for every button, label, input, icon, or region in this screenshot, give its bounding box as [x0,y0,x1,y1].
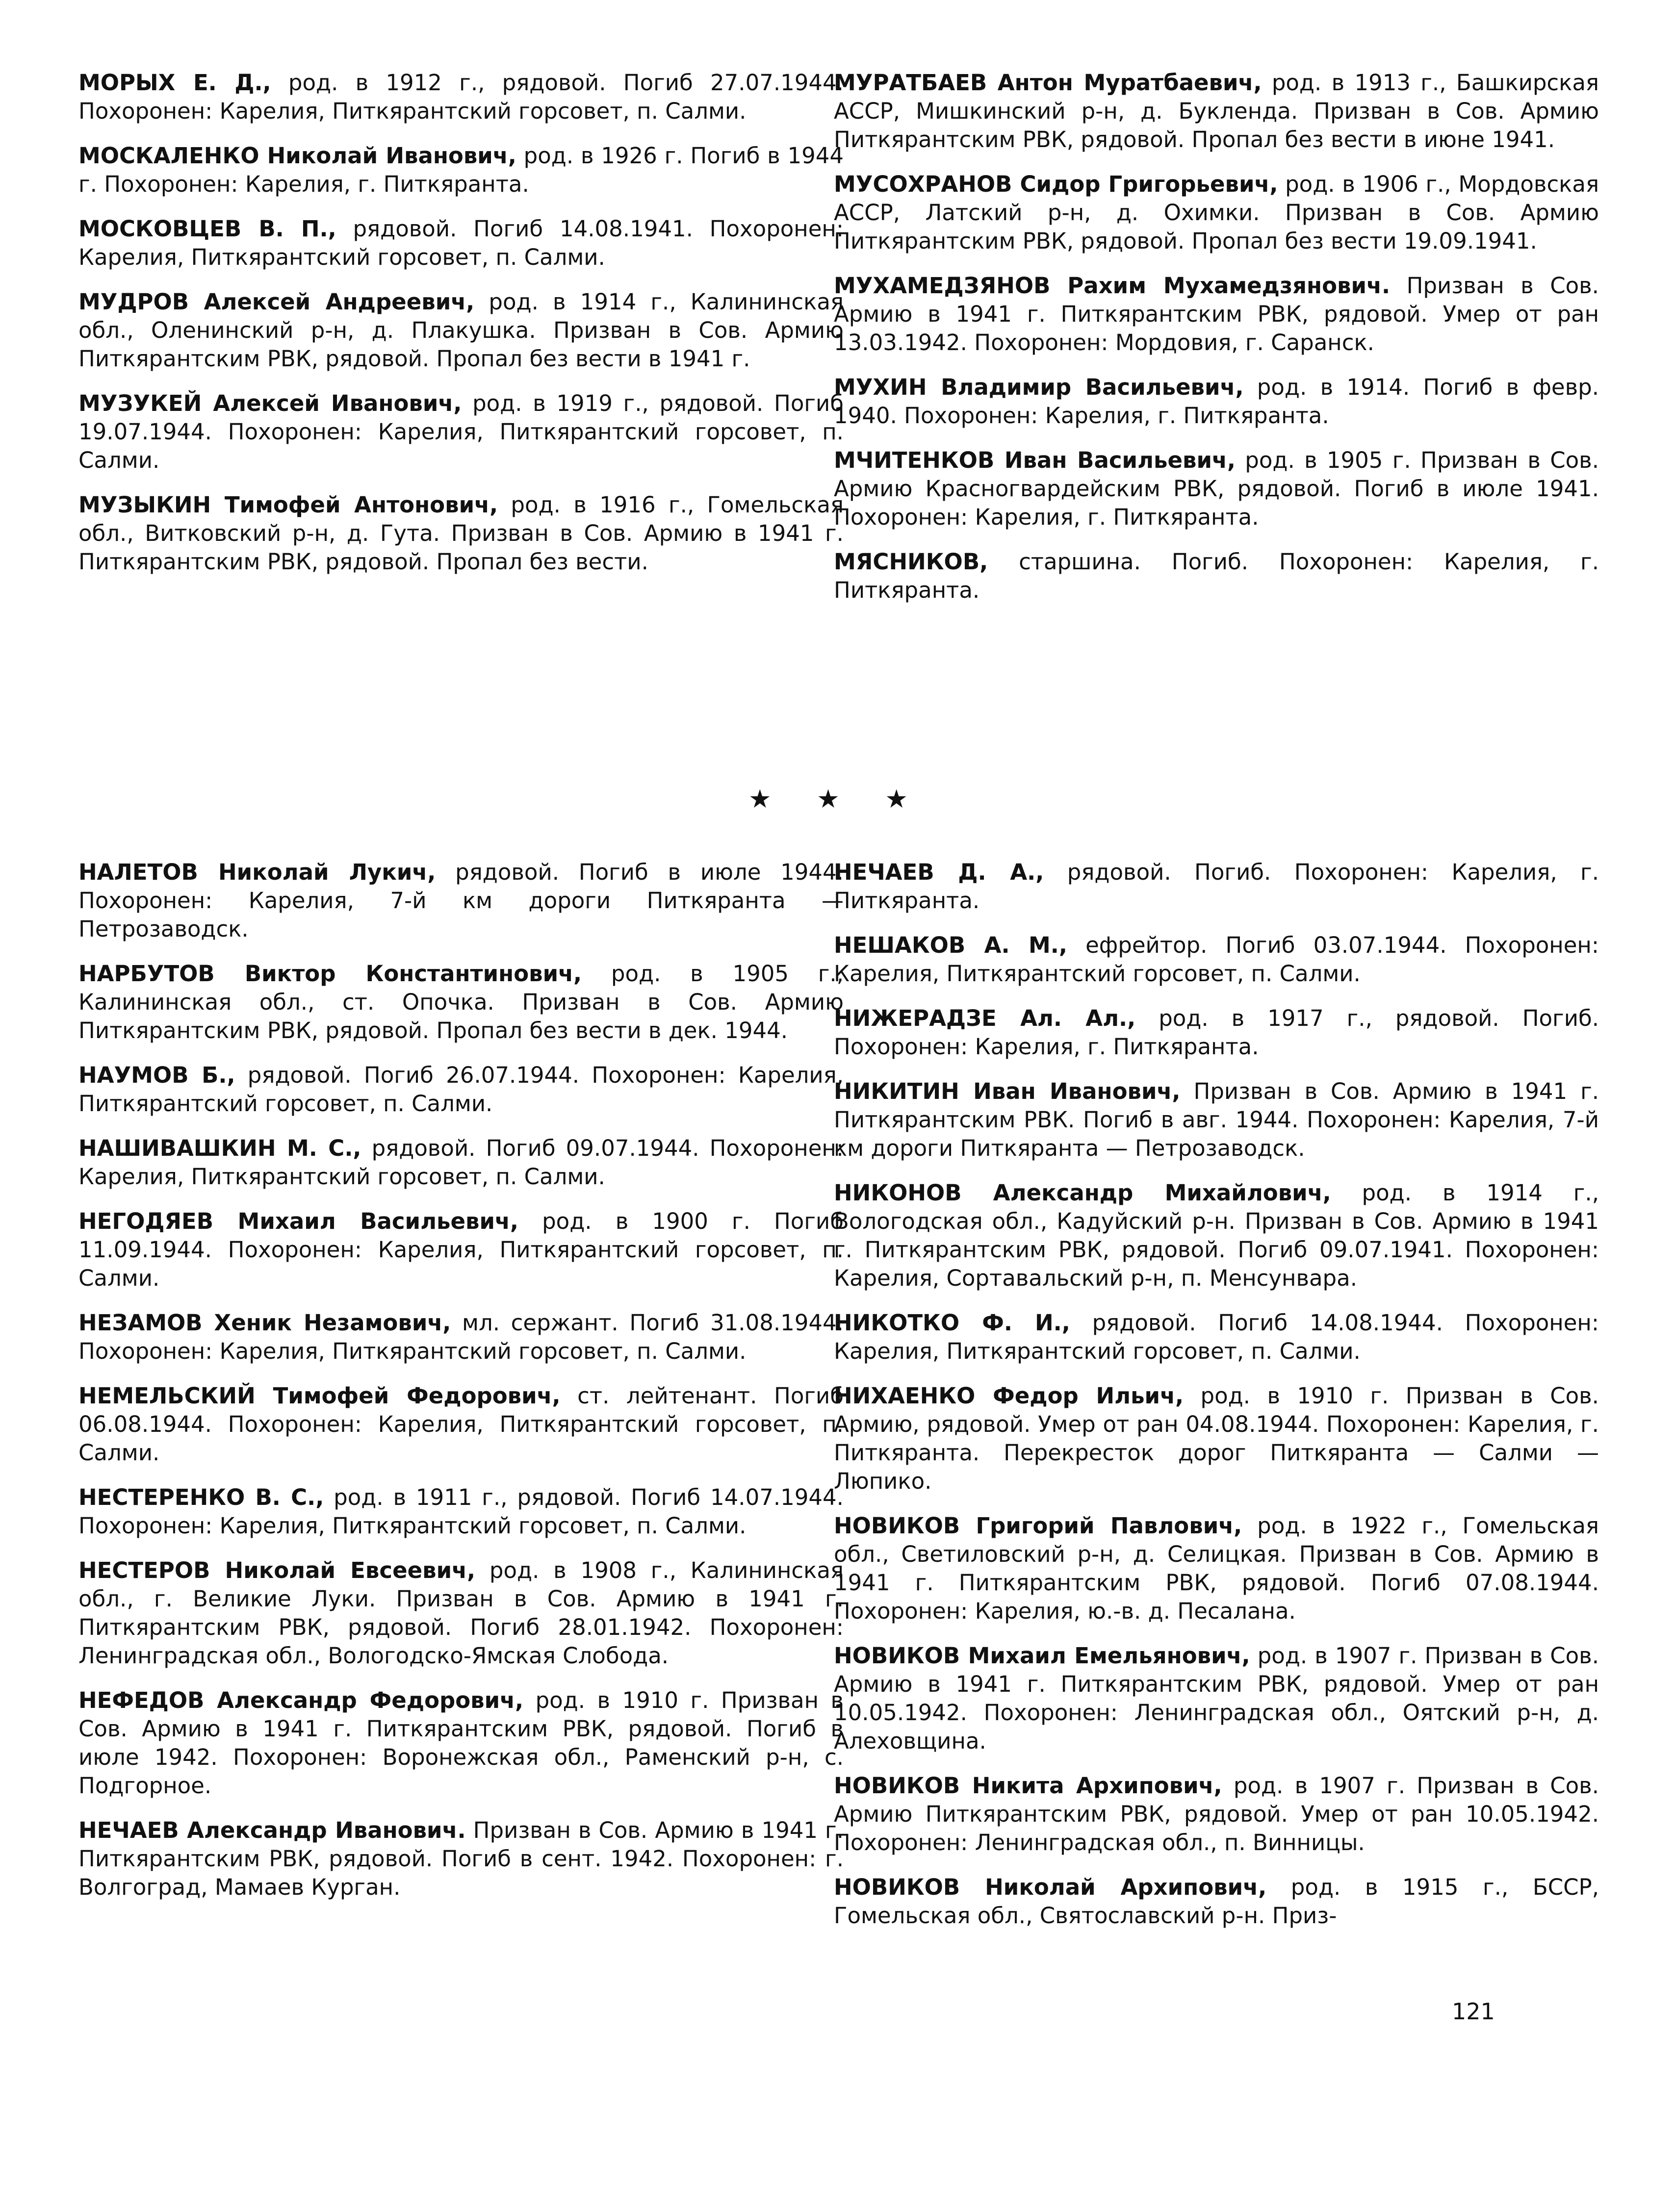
entry-text: род. в 1912 г., рядовой. Погиб 27.07.1944. Похоронен: Карелия, Питкярантский горсовет, п. Салми. [78,70,844,124]
entry-name: НОВИКОВ Никита Архипович, [834,1773,1222,1799]
entry-text: род. в 1917 г., рядовой. Погиб. Похоронен: Карелия, г. Питкяранта. [834,1005,1599,1060]
entry-text: род. в 1914 г., Вологодская обл., Кадуйский р-н. Призван в Сов. Армию в 1941 г. Питкярантским РВК, рядовой. Погиб 09.07.1941. Похоронен: Карелия, Сортавальский р-н, п. Менсунвара. [834,1180,1599,1291]
entry-text: род. в 1922 г., Гомельская обл., Светиловский р-н, д. Селицкая. Призван в Сов. Армию в 1941 г. Питкярантским РВК, рядовой. Погиб 07.08.1944. Похоронен: Карелия, ю.-в. д. Песалана. [834,1513,1599,1624]
entry-text: рядовой. Погиб в июле 1944. Похоронен: Карелия, 7-й км дороги Питкяранта — Петрозаводск. [78,859,844,942]
entry [834,1309,1599,1366]
entry-name: МУХАМЕДЗЯНОВ Рахим Мухамедзянович. [834,273,1391,299]
entry-name: МОСКОВЦЕВ В. П., [78,216,336,242]
entry [834,1873,1599,1930]
entry [78,1382,844,1467]
entry-name: МУЗУКЕЙ Алексей Иванович, [78,390,462,416]
entry [834,931,1599,988]
entry [834,170,1599,255]
entry [834,1382,1599,1496]
top-left-column [78,69,844,592]
entry-text: род. в 1905 г. Призван в Сов. Армию Красногвардейским РВК, рядовой. Погиб в июле 1941. Похоронен: Карелия, г. Питкяранта. [834,447,1599,530]
entry-name: НЕСТЕРОВ Николай Евсеевич, [78,1557,476,1583]
entry [78,69,844,126]
bottom-left-column [78,858,844,1918]
entry-name: МЯСНИКОВ, [834,549,988,575]
entry [78,288,844,373]
entry [78,142,844,199]
entry-name: МОСКАЛЕНКО Николай Иванович, [78,143,516,169]
entry-text: рядовой. Погиб 09.07.1944. Похоронен: Карелия, Питкярантский горсовет, п. Салми. [78,1135,844,1190]
entry-name: НИКОТКО Ф. И., [834,1310,1070,1336]
entry-name: НЕЧАЕВ Д. А., [834,859,1044,885]
entry [834,1772,1599,1857]
entry-text: род. в 1913 г., Башкирская АССР, Мишкинский р-н, д. Букленда. Призван в Сов. Армию Питкярантским РВК, рядовой. Пропал без вести в июне 1941. [834,70,1599,153]
entry-name: НОВИКОВ Григорий Павлович, [834,1513,1242,1539]
entry-text: род. в 1916 г., Гомельская обл., Витковский р-н, д. Гута. Призван в Сов. Армию в 1941 г. Питкярантским РВК, рядовой. Пропал без вести. [78,492,844,575]
entry-name: НИХАЕНКО Федор Ильич, [834,1383,1184,1409]
entry [78,1483,844,1540]
entry-text: рядовой. Погиб. Похоронен: Карелия, г. Питкяранта. [834,859,1599,914]
entry [834,858,1599,915]
entry-name: НОВИКОВ Михаил Емельянович, [834,1643,1250,1669]
entry [834,1077,1599,1163]
entry-name: НАРБУТОВ Виктор Константинович, [78,961,582,987]
entry-name: МЧИТЕНКОВ Иван Васильевич, [834,447,1236,473]
entry [78,1686,844,1800]
entry-text: Призван в Сов. Армию в 1941 г. Питкярантским РВК, рядовой. Умер от ран 13.03.1942. Похоронен: Мордовия, г. Саранск. [834,273,1599,356]
entry [834,69,1599,154]
entry [834,1179,1599,1293]
entry [834,1642,1599,1755]
entry [834,548,1599,605]
page-number: 121 [1452,1998,1495,2025]
entry [78,1816,844,1902]
entry-text: род. в 1910 г. Призван в Сов. Армию в 1941 г. Питкярантским РВК, рядовой. Погиб в июле 1942. Похоронен: Воронежская обл., Раменский р-н, с. Подгорное. [78,1687,844,1799]
entry [78,389,844,475]
entry-text: род. в 1926 г. Погиб в 1944 г. Похоронен: Карелия, г. Питкяранта. [78,143,844,197]
entry-text: род. в 1911 г., рядовой. Погиб 14.07.1944. Похоронен: Карелия, Питкярантский горсовет, п. Салми. [78,1484,844,1539]
entry-name: МУРАТБАЕВ Антон Муратбаевич, [834,70,1262,96]
entry-text: род. в 1907 г. Призван в Сов. Армию в 1941 г. Питкярантским РВК, рядовой. Умер от ран 10.05.1942. Похоронен: Ленинградская обл., Оятский р-н, д. Алеховщина. [834,1643,1599,1754]
entry-text: рядовой. Погиб 14.08.1941. Похоронен: Карелия, Питкярантский горсовет, п. Салми. [78,216,844,270]
entry-name: НЕМЕЛЬСКИЙ Тимофей Федорович, [78,1383,561,1409]
entry-text: род. в 1915 г., БССР, Гомельская обл., Святославский р-н. Приз- [834,1874,1599,1929]
entry [834,373,1599,430]
entry-name: НИКОНОВ Александр Михайлович, [834,1180,1331,1206]
entry [78,491,844,576]
entry-name: НЕШАКОВ А. М., [834,932,1067,958]
entry [78,1309,844,1366]
entry [78,1061,844,1118]
entry-text: род. в 1914. Погиб в февр. 1940. Похоронен: Карелия, г. Питкяранта. [834,374,1599,429]
entry-text: рядовой. Погиб 14.08.1944. Похоронен: Карелия, Питкярантский горсовет, п. Салми. [834,1310,1599,1364]
entry-text: род. в 1919 г., рядовой. Погиб 19.07.1944. Похоронен: Карелия, Питкярантский горсовет, п. Салми. [78,390,844,473]
entry [834,1004,1599,1061]
entry-name: НЕГОДЯЕВ Михаил Васильевич, [78,1208,518,1234]
entry-text: род. в 1910 г. Призван в Сов. Армию, рядовой. Умер от ран 04.08.1944. Похоронен: Карелия, г. Питкяранта. Перекресток дорог Питкяранта — Салми — Люпико. [834,1383,1599,1494]
entry-name: МОРЫХ Е. Д., [78,70,271,96]
entry-name: НАШИВАШКИН М. С., [78,1135,361,1161]
entry-name: НАЛЕТОВ Николай Лукич, [78,859,436,885]
entry-text: мл. сержант. Погиб 31.08.1944. Похоронен: Карелия, Питкярантский горсовет, п. Салми. [78,1310,844,1364]
entry-text: род. в 1914 г., Калининская обл., Оленинский р-н, д. Плакушка. Призван в Сов. Армию Питкярантским РВК, рядовой. Пропал без вести в 1941 г. [78,289,844,372]
entry-name: НИКИТИН Иван Иванович, [834,1078,1181,1104]
entry-text: старшина. Погиб. Похоронен: Карелия, г. Питкяранта. [834,549,1599,603]
entry [78,1556,844,1670]
entry-text: род. в 1900 г. Погиб 11.09.1944. Похоронен: Карелия, Питкярантский горсовет, п. Салми. [78,1208,844,1291]
entry-text: ефрейтор. Погиб 03.07.1944. Похоронен: Карелия, Питкярантский горсовет, п. Салми. [834,932,1599,987]
entry-name: МУСОХРАНОВ Сидор Григорьевич, [834,171,1278,197]
entry [78,858,844,943]
entry-name: НЕЗАМОВ Хеник Незамович, [78,1310,451,1336]
entry-name: МУЗЫКИН Тимофей Антонович, [78,492,498,518]
entry-text: род. в 1907 г. Призван в Сов. Армию Питкярантским РВК, рядовой. Умер от ран 10.05.1942. Похоронен: Ленинградская обл., п. Винницы. [834,1773,1599,1856]
entry [78,960,844,1045]
entry [78,1207,844,1293]
entry-name: НЕФЕДОВ Александр Федорович, [78,1687,524,1713]
entry [78,215,844,272]
entry-name: НЕСТЕРЕНКО В. С., [78,1484,324,1510]
section-separator: ★ ★ ★ [748,785,927,814]
entry [834,272,1599,357]
entry-text: Призван в Сов. Армию в 1941 г. Питкярантским РВК. Погиб в авг. 1944. Похоронен: Карелия, 7-й км дороги Питкяранта — Петрозаводск. [834,1078,1599,1161]
entry-name: НОВИКОВ Николай Архипович, [834,1874,1267,1900]
entry-name: НАУМОВ Б., [78,1062,235,1088]
entry-name: МУХИН Владимир Васильевич, [834,374,1244,400]
entry-text: Призван в Сов. Армию в 1941 г. Питкярантским РВК, рядовой. Погиб в сент. 1942. Похоронен: г. Волгоград, Мамаев Курган. [78,1817,844,1900]
entry-text: рядовой. Погиб 26.07.1944. Похоронен: Карелия, Питкярантский горсовет, п. Салми. [78,1062,844,1117]
entry-text: ст. лейтенант. Погиб 06.08.1944. Похоронен: Карелия, Питкярантский горсовет, п. Салми. [78,1383,844,1466]
entry-name: МУДРОВ Алексей Андреевич, [78,289,475,315]
entry-text: род. в 1908 г., Калининская обл., г. Великие Луки. Призван в Сов. Армию в 1941 г. Питкярантским РВК, рядовой. Погиб 28.01.1942. Похоронен: Ленинградская обл., Вологодско-Ямская Слобода. [78,1557,844,1669]
entry-name: НИЖЕРАДЗЕ Ал. Ал., [834,1005,1136,1031]
bottom-right-column [834,858,1599,1946]
entry-text: род. в 1905 г., Калининская обл., ст. Опочка. Призван в Сов. Армию Питкярантским РВК, рядовой. Пропал без вести в дек. 1944. [78,961,844,1043]
entry [834,1512,1599,1626]
entry-name: НЕЧАЕВ Александр Иванович. [78,1817,466,1843]
top-right-column [834,69,1599,621]
entry [834,446,1599,532]
entry-text: род. в 1906 г., Мордовская АССР, Латский р-н, д. Охимки. Призван в Сов. Армию Питкярантским РВК, рядовой. Пропал без вести 19.09.1941. [834,171,1599,254]
entry [78,1134,844,1191]
